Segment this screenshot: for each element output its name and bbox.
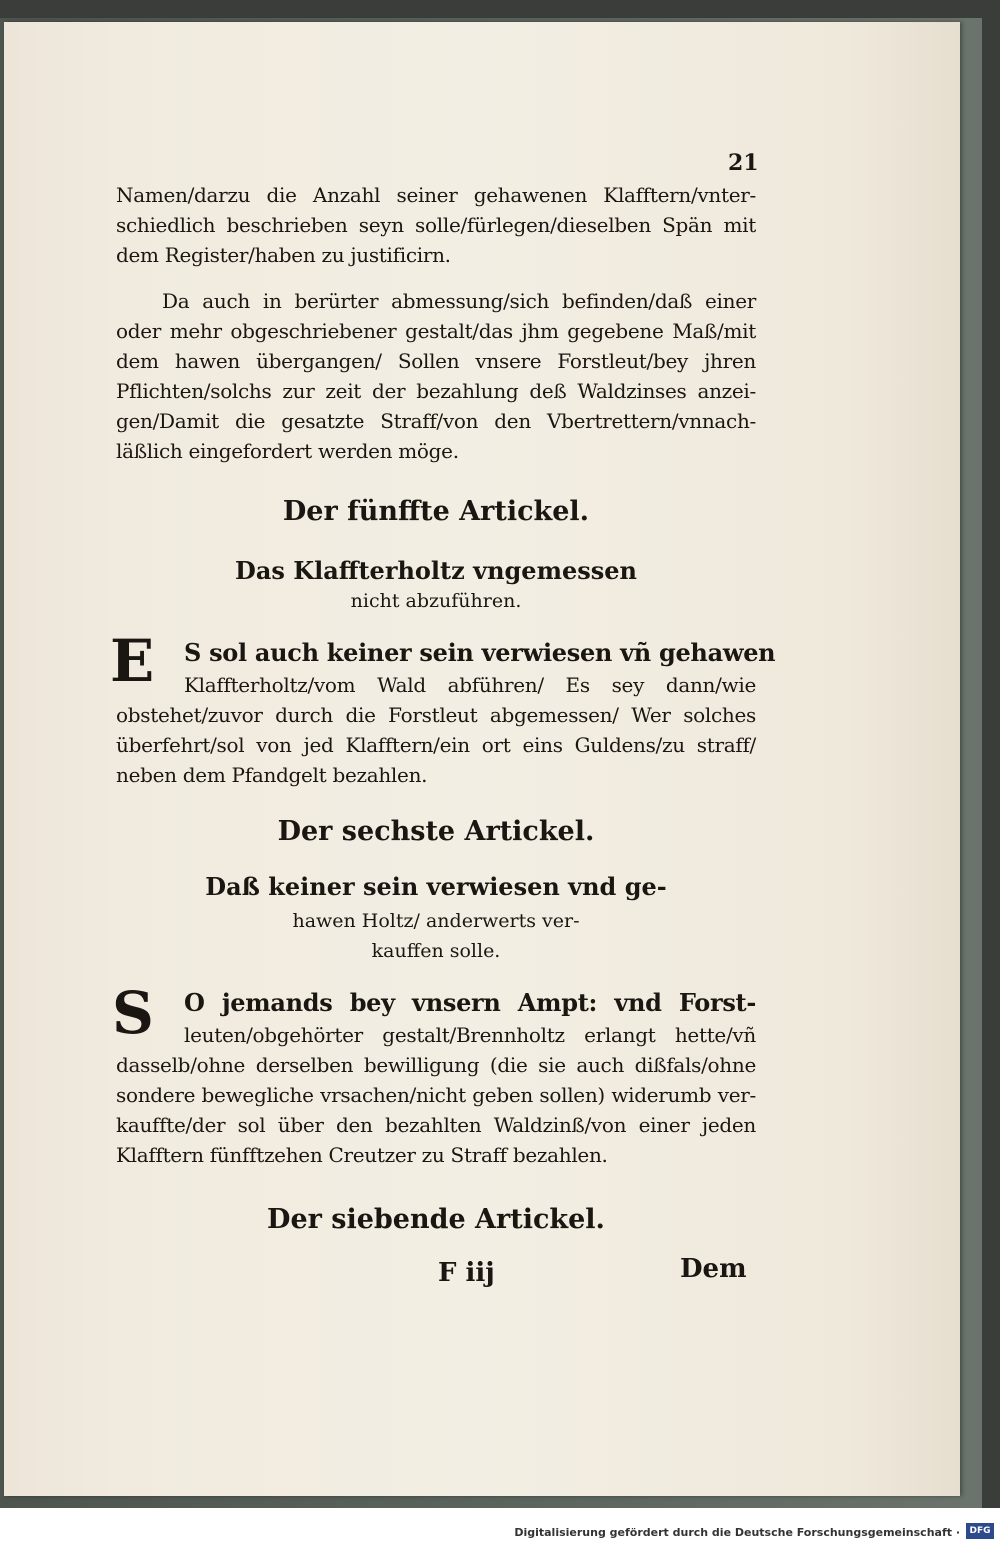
article-5-body bbox=[116, 636, 776, 790]
funding-credit: Digitalisierung gefördert durch die Deutsche Forschungsgemeinschaft · bbox=[514, 1526, 960, 1539]
article-6-title: Daß keiner sein verwiesen vnd ge- bbox=[205, 872, 667, 901]
catchword: Dem bbox=[680, 1254, 747, 1284]
text-line: dasselb/ohne derselben bewilligung (die sie auch dißfals/ohne bbox=[116, 1053, 756, 1077]
text-line: läßlich eingefordert werden möge. bbox=[116, 439, 459, 463]
paragraph-1 bbox=[116, 180, 756, 270]
drop-cap-S: S bbox=[112, 979, 154, 1047]
text-line: gen/Damit die gesatzte Straff/von den Vbertrettern/vnnach- bbox=[116, 409, 756, 433]
article-6-heading: Der sechste Artickel. bbox=[277, 816, 595, 847]
text-line: Klaffterholtz/vom Wald abführen/ Es sey dann/wie bbox=[184, 673, 756, 697]
text-line: Da auch in berürter abmessung/sich befinden/daß einer bbox=[162, 289, 756, 313]
article-6-body bbox=[116, 986, 756, 1170]
article-6-title-line-3: kauffen solle. bbox=[371, 940, 501, 962]
dfg-logo: DFG bbox=[966, 1523, 994, 1539]
page-number: 21 bbox=[728, 150, 759, 176]
text-line: O jemands bey vnsern Ampt: vnd Forst- bbox=[184, 988, 756, 1017]
text-line: überfehrt/sol von jed Klafftern/ein ort eins Guldens/zu straff/ bbox=[116, 733, 756, 757]
article-5-title: Das Klaffterholtz vngemessen bbox=[235, 556, 637, 585]
article-5-title-line-2: nicht abzuführen. bbox=[350, 590, 522, 612]
drop-cap-E: E bbox=[110, 627, 155, 695]
article-7-heading: Der siebende Artickel. bbox=[267, 1204, 605, 1235]
text-line: neben dem Pfandgelt bezahlen. bbox=[116, 763, 428, 787]
paragraph-2 bbox=[116, 286, 756, 466]
text-line: oder mehr obgeschriebener gestalt/das jhm gegebene Maß/mit bbox=[116, 319, 756, 343]
footer-bar bbox=[0, 1508, 1000, 1552]
text-line: dem hawen übergangen/ Sollen vnsere Forstleut/bey jhren bbox=[116, 349, 756, 373]
text-line: sondere bewegliche vrsachen/nicht geben sollen) widerumb ver- bbox=[116, 1083, 756, 1107]
text-line: obstehet/zuvor durch die Forstleut abgemessen/ Wer solches bbox=[116, 703, 756, 727]
article-5-heading: Der fünffte Artickel. bbox=[282, 496, 590, 527]
text-line: leuten/obgehörter gestalt/Brennholtz erlangt hette/vñ bbox=[184, 1023, 756, 1047]
text-line: dem Register/haben zu justificirn. bbox=[116, 243, 451, 267]
article-6-title-line-2: hawen Holtz/ anderwerts ver- bbox=[292, 910, 580, 932]
text-line: Pflichten/solchs zur zeit der bezahlung deß Waldzinses anzei- bbox=[116, 379, 756, 403]
signature-mark: F iij bbox=[438, 1258, 495, 1288]
text-line: S sol auch keiner sein verwiesen vñ gehawen bbox=[184, 638, 776, 667]
text-line: Namen/darzu die Anzahl seiner gehawenen Klafftern/vnter- bbox=[116, 183, 756, 207]
text-line: schiedlich beschrieben seyn solle/fürlegen/dieselben Spän mit bbox=[116, 213, 756, 237]
text-line: kauffte/der sol über den bezahlten Waldzinß/von einer jeden bbox=[116, 1113, 756, 1137]
text-line: Klafftern fünfftzehen Creutzer zu Straff bezahlen. bbox=[116, 1143, 608, 1167]
